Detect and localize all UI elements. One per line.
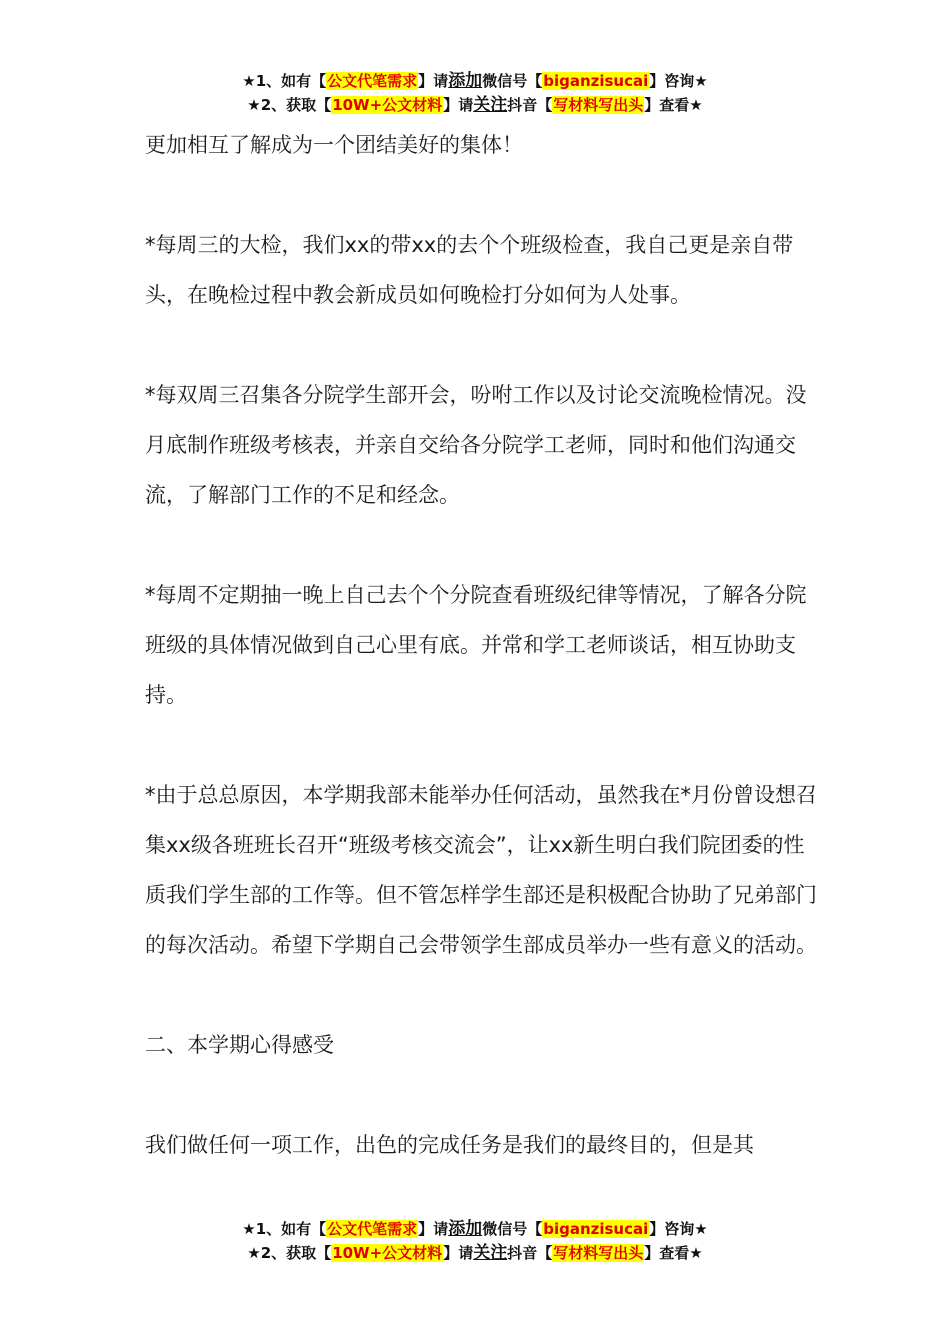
highlight-service: 公文代笔需求 bbox=[327, 72, 418, 90]
emphasis-follow: 关注 bbox=[473, 95, 508, 115]
document-body bbox=[145, 120, 825, 1170]
highlight-wechat-id: biganzisucai bbox=[543, 1220, 649, 1238]
paragraph: 我们做任何一项工作，出色的完成任务是我们的最终目的，但是其 bbox=[145, 1133, 754, 1157]
header-banner-line-2: ★2、获取【10W+公文材料】请关注抖音【写材料写出头】查看★ bbox=[247, 95, 703, 115]
emphasis-follow: 关注 bbox=[473, 1243, 508, 1263]
highlight-materials: 10W+公文材料 bbox=[332, 1244, 443, 1262]
highlight-douyin-account: 写材料写出头 bbox=[553, 96, 644, 114]
highlight-materials: 10W+公文材料 bbox=[332, 96, 443, 114]
highlight-service: 公文代笔需求 bbox=[327, 1220, 418, 1238]
emphasis-add: 添加 bbox=[448, 1219, 483, 1239]
paragraph: *由于总总原因，本学期我部未能举办任何活动，虽然我在*月份曾设想召集xx级各班班长召开“班级考核交流会”，让xx新生明白我们院团委的性质我们学生部的工作等。但不管怎样学生部还是积极配合协助了兄弟部门的每次活动。希望下学期自己会带领学生部成员举办一些有意义的活动。 bbox=[145, 783, 817, 957]
header-banner-line-1: ★1、如有【公文代笔需求】请添加微信号【biganzisucai】咨询★ bbox=[242, 71, 708, 91]
highlight-douyin-account: 写材料写出头 bbox=[553, 1244, 644, 1262]
footer-banner bbox=[0, 1217, 950, 1265]
paragraph: *每双周三召集各分院学生部开会，吩咐工作以及讨论交流晚检情况。没月底制作班级考核表，并亲自交给各分院学工老师，同时和他们沟通交流，了解部门工作的不足和经念。 bbox=[145, 383, 807, 507]
paragraph: *每周三的大检，我们xx的带xx的去个个班级检查，我自己更是亲自带头，在晚检过程中教会新成员如何晚检打分如何为人处事。 bbox=[145, 233, 794, 307]
footer-banner-line-1: ★1、如有【公文代笔需求】请添加微信号【biganzisucai】咨询★ bbox=[242, 1219, 708, 1239]
section-heading: 二、本学期心得感受 bbox=[145, 1033, 334, 1057]
header-banner bbox=[0, 69, 950, 117]
footer-banner-line-2: ★2、获取【10W+公文材料】请关注抖音【写材料写出头】查看★ bbox=[247, 1243, 703, 1263]
paragraph: *每周不定期抽一晚上自己去个个分院查看班级纪律等情况，了解各分院班级的具体情况做到自己心里有底。并常和学工老师谈话，相互协助支持。 bbox=[145, 583, 807, 707]
paragraph: 更加相互了解成为一个团结美好的集体！ bbox=[145, 133, 523, 157]
emphasis-add: 添加 bbox=[448, 71, 483, 91]
highlight-wechat-id: biganzisucai bbox=[543, 72, 649, 90]
